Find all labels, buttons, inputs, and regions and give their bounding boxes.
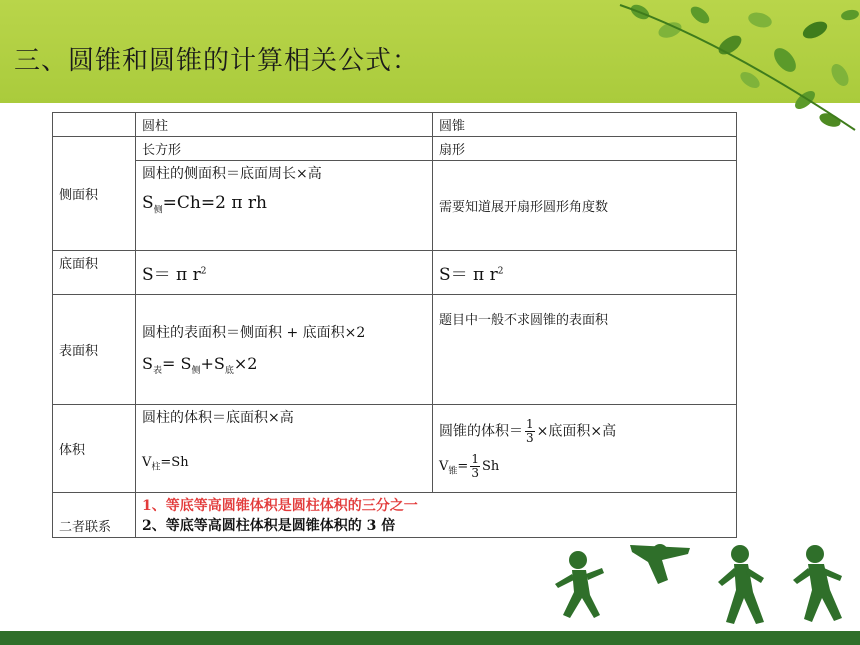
lateral-cylinder-cell: [136, 161, 433, 251]
base-cylinder-formula: S＝ π r: [142, 265, 201, 285]
volume-cylinder-cell: [136, 405, 433, 493]
lateral-cylinder-text: 圆柱的侧面积＝底面周长×高: [142, 166, 322, 182]
formula-sub: 底: [224, 366, 234, 377]
formula-sub: 柱: [151, 462, 161, 473]
surface-cone-cell: 题目中一般不求圆锥的表面积: [433, 295, 737, 405]
formula-table: [52, 112, 737, 538]
volume-cone-line1: [439, 418, 730, 445]
table-row: [53, 295, 737, 405]
volume-cone-formula: [439, 453, 730, 480]
formula-eq: =: [457, 458, 469, 474]
formula-mid: = S: [161, 354, 192, 374]
formula-end: ×2: [233, 354, 258, 374]
lateral-label: 侧面积: [53, 137, 136, 251]
formula-rest: =Sh: [160, 455, 189, 470]
fraction-numerator: 1: [526, 416, 534, 431]
volume-cylinder-formula: [142, 455, 426, 473]
running-children-silhouette-icon: [550, 540, 850, 635]
formula-plus: +S: [200, 354, 225, 374]
formula-s: S: [142, 193, 154, 213]
base-cylinder-cell: [136, 251, 433, 295]
table-row: [53, 493, 737, 538]
formula-sub: 锥: [448, 466, 458, 477]
header-cone-cell: 圆锥: [433, 113, 737, 137]
formula-sh: Sh: [481, 458, 500, 474]
volume-cone-suffix: ×底面积×高: [536, 423, 617, 439]
surface-cylinder-formula: [142, 354, 426, 376]
fraction-numerator: 1: [471, 451, 479, 466]
table-row: [53, 251, 737, 295]
unfold-cylinder-cell: 长方形: [136, 137, 433, 161]
volume-cone-prefix: 圆锥的体积＝: [439, 423, 523, 439]
formula-sub: 侧: [153, 205, 163, 216]
formula-s: S: [142, 354, 153, 374]
fraction-denominator: 3: [526, 430, 534, 445]
base-cone-cell: [433, 251, 737, 295]
surface-cylinder-cell: [136, 295, 433, 405]
relation-line-2: 2、等底等高圆柱体积是圆锥体积的 3 倍: [142, 518, 396, 534]
base-cone-sup: 2: [497, 266, 504, 277]
table-row: [53, 137, 737, 161]
base-label: 底面积: [53, 251, 136, 295]
header-cylinder-cell: 圆柱: [136, 113, 433, 137]
fraction-one-third: [525, 418, 535, 445]
formula-sub: 表: [152, 366, 162, 377]
footer-bar: [0, 631, 860, 645]
surface-cylinder-text: 圆柱的表面积＝侧面积 + 底面积×2: [142, 325, 366, 342]
formula-sub: 侧: [191, 366, 201, 377]
relation-cell: [136, 493, 737, 538]
formula-rest: =Ch=2 π rh: [162, 193, 267, 213]
volume-cylinder-text: 圆柱的体积＝底面积×高: [142, 410, 294, 426]
lateral-cone-cell: 需要知道展开扇形圆形角度数: [433, 161, 737, 251]
header-blank-cell: [53, 113, 136, 137]
base-cylinder-sup: 2: [200, 266, 207, 277]
volume-label: 体积: [53, 405, 136, 493]
lateral-cylinder-formula: [142, 193, 426, 215]
table-row: [53, 161, 737, 251]
formula-v: V: [439, 458, 449, 474]
relation-line-1: 1、等底等高圆锥体积是圆柱体积的三分之一: [142, 498, 418, 514]
unfold-cone-cell: 扇形: [433, 137, 737, 161]
page-title: 三、圆锥和圆锥的计算相关公式：: [14, 46, 420, 76]
table-row: [53, 405, 737, 493]
formula-v: V: [142, 455, 152, 470]
volume-cone-cell: [433, 405, 737, 493]
table-row: [53, 113, 737, 137]
base-cone-formula: S＝ π r: [439, 265, 498, 285]
fraction-one-third: [470, 453, 480, 480]
relation-label: 二者联系: [53, 493, 136, 538]
surface-label: 表面积: [53, 295, 136, 405]
fraction-denominator: 3: [471, 465, 479, 480]
